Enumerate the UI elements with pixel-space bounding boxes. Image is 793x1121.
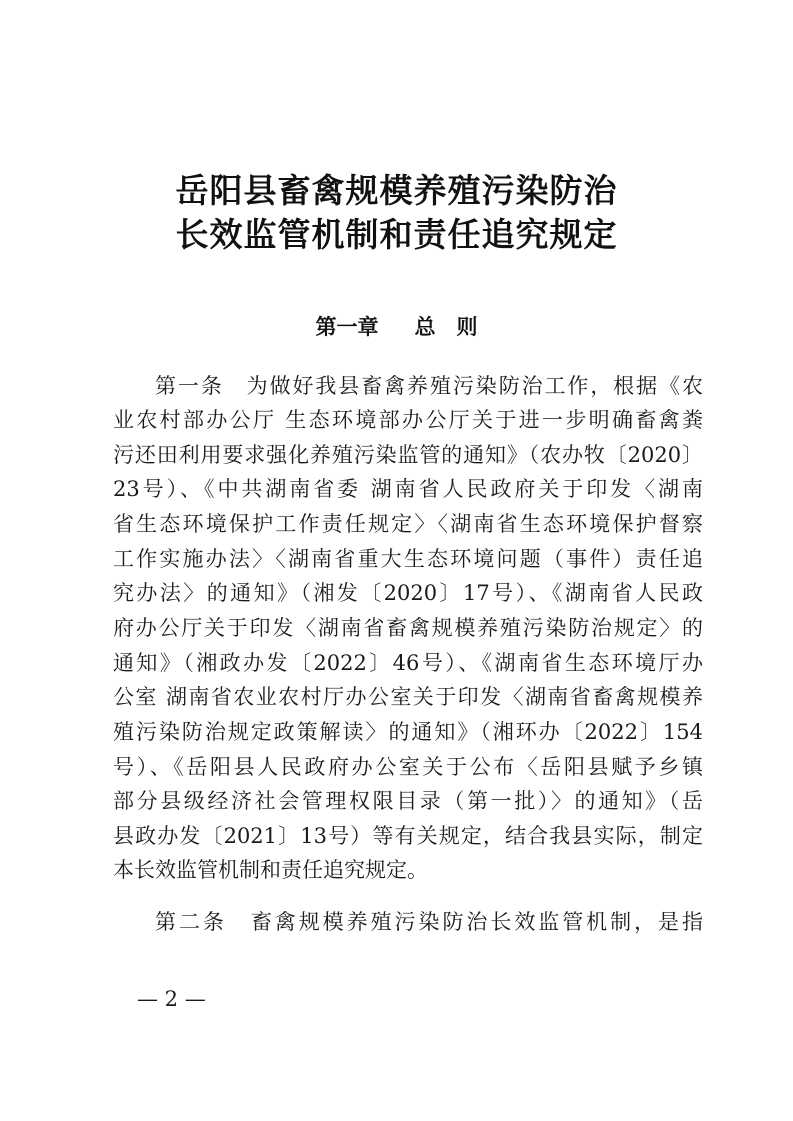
article-1-line: 部分县级经济社会管理权限目录（第一批）〉的通知》（岳 <box>113 789 703 813</box>
article-1-line: 第一条 为做好我县畜禽养殖污染防治工作，根据《农 <box>155 374 703 398</box>
article-1-line: 号）、《岳阳县人民政府办公室关于公布〈岳阳县赋予乡镇 <box>113 755 703 779</box>
article-1-line: 业农村部办公厅 生态环境部办公厅关于进一步明确畜禽粪 <box>113 408 703 432</box>
document-title-line-1: 岳阳县畜禽规模养殖污染防治 <box>175 171 618 210</box>
article-2-line: 第二条 畜禽规模养殖污染防治长效监管机制，是指 <box>155 910 703 934</box>
article-1-line: 公室 湖南省农业农村厅办公室关于印发〈湖南省畜禽规模养 <box>113 685 703 709</box>
article-1-line: 究办法〉的通知》（湘发〔2020〕17号）、《湖南省人民政 <box>113 581 703 605</box>
article-1-line: 县政办发〔2021〕13号）等有关规定，结合我县实际，制定 <box>113 824 703 848</box>
chapter-number: 第一章 <box>315 315 379 339</box>
article-1-line: 污还田利用要求强化养殖污染监管的通知》（农办牧〔2020〕 <box>113 443 703 467</box>
article-1-line: 本长效监管机制和责任追究规定。 <box>113 858 428 882</box>
article-1-line: 23号）、《中共湖南省委 湖南省人民政府关于印发〈湖南 <box>113 477 703 501</box>
chapter-name: 总 则 <box>414 315 478 339</box>
page-number: — 2 — <box>137 987 206 1011</box>
article-1-line: 通知》（湘政办发〔2022〕46号）、《湖南省生态环境厅办 <box>113 651 703 675</box>
article-1-line: 府办公厅关于印发〈湖南省畜禽规模养殖污染防治规定〉的 <box>113 616 703 640</box>
article-1-line: 工作实施办法〉〈湖南省重大生态环境问题（事件）责任追 <box>113 547 703 571</box>
article-1-line: 省生态环境保护工作责任规定〉〈湖南省生态环境保护督察 <box>113 512 703 536</box>
document-title-line-2: 长效监管机制和责任追究规定 <box>175 215 618 254</box>
article-1-line: 殖污染防治规定政策解读〉的通知》（湘环办〔2022〕154 <box>113 720 703 744</box>
chapter-heading <box>0 314 793 340</box>
